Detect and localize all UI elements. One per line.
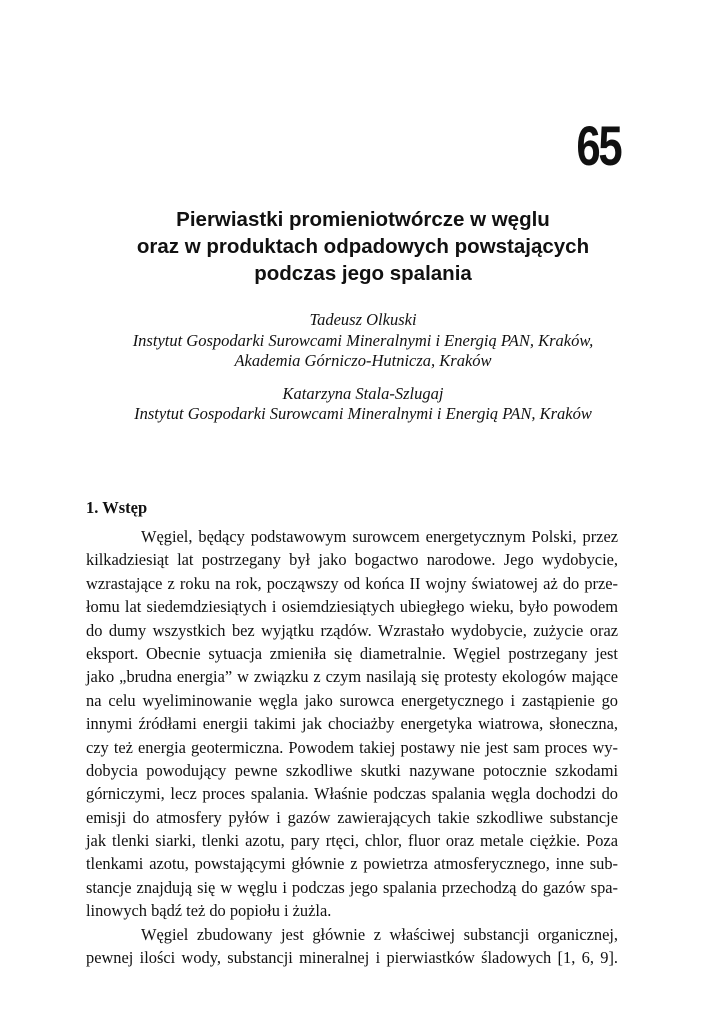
author-name: Katarzyna Stala-Szlugaj xyxy=(282,383,444,403)
paragraph-line: linowych bądź też do popiołu i żużla. xyxy=(86,901,332,921)
paragraph-line: górniczymi, lecz proces spalania. Właśnie podczas spalania węgla dochodzi do xyxy=(86,784,618,804)
paragraph-line: innymi źródłami energii takimi jak chociażby energetyka wiatrowa, słoneczna, xyxy=(86,714,618,734)
paragraph-line: na celu wyeliminowanie węgla jako surowca energetycznego i zastąpienie go xyxy=(86,690,618,710)
paragraph-line: stancje znajdują się w węglu i podczas jego spalania przechodzą do gazów spa- xyxy=(86,877,618,897)
author-affiliation: Instytut Gospodarki Surowcami Mineralnymi i Energią PAN, Kraków xyxy=(134,404,592,423)
title-line: Pierwiastki promieniotwórcze w węglu xyxy=(176,208,550,231)
paragraph-line: dobycia powodujący pewne szkodliwe skutki nazywane potocznie szkodami xyxy=(86,760,618,780)
paragraph-line: wzrastające z roku na rok, począwszy od końca II wojny światowej aż do prze- xyxy=(86,573,618,593)
paragraph-line: czy też energia geotermiczna. Powodem takiej postawy nie jest sam proces wy- xyxy=(86,737,618,757)
body-text xyxy=(86,525,618,969)
author-name: Tadeusz Olkuski xyxy=(309,310,417,329)
paragraph-line: jako „brudna energia” w związku z czym nasilają się protesty ekologów mające xyxy=(86,667,618,687)
paragraph-line: łomu lat siedemdziesiątych i osiemdziesiątych ubiegłego wieku, było powodem xyxy=(86,597,618,617)
paragraph-line: pewnej ilości wody, substancji mineralnej i pierwiastków śladowych [1, 6, 9]. xyxy=(86,948,618,968)
author-affiliation: Instytut Gospodarki Surowcami Mineralnymi i Energią PAN, Kraków, xyxy=(132,330,594,350)
section-heading: 1. Wstęp xyxy=(86,498,148,517)
paragraph-line: do dumy wszystkich bez wyjątku rządów. Wzrastało wydobycie, zużycie oraz xyxy=(86,620,618,640)
chapter-title xyxy=(60,206,666,287)
paragraph-line: tlenkami azotu, powstającymi głównie z powietrza atmosferycznego, inne sub- xyxy=(86,854,618,874)
paragraph-line: Węgiel zbudowany jest głównie z właściwej substancji organicznej, xyxy=(141,924,618,944)
paragraph-line: jak tlenki siarki, tlenki azotu, pary rtęci, chlor, fluor oraz metale ciężkie. Poza xyxy=(86,831,618,851)
paragraph-line: emisji do atmosfery pyłów i gazów zawierających takie szkodliwe substancje xyxy=(86,807,618,827)
author-affiliation: Akademia Górniczo-Hutnicza, Kraków xyxy=(234,351,492,370)
paragraph-line: kilkadziesiąt lat postrzegany był jako bogactwo narodowe. Jego wydobycie, xyxy=(86,550,618,570)
paragraph-line: Węgiel, będący podstawowym surowcem energetycznym Polski, przez xyxy=(141,527,618,546)
author-block xyxy=(60,310,666,425)
author-spacer xyxy=(60,372,666,384)
chapter-number: 65 xyxy=(576,114,620,177)
title-line: oraz w produktach odpadowych powstających xyxy=(136,235,590,258)
title-line: podczas jego spalania xyxy=(254,262,472,285)
paragraph-line: eksport. Obecnie sytuacja zmieniła się diametralnie. Węgiel postrzegany jest xyxy=(86,643,618,663)
